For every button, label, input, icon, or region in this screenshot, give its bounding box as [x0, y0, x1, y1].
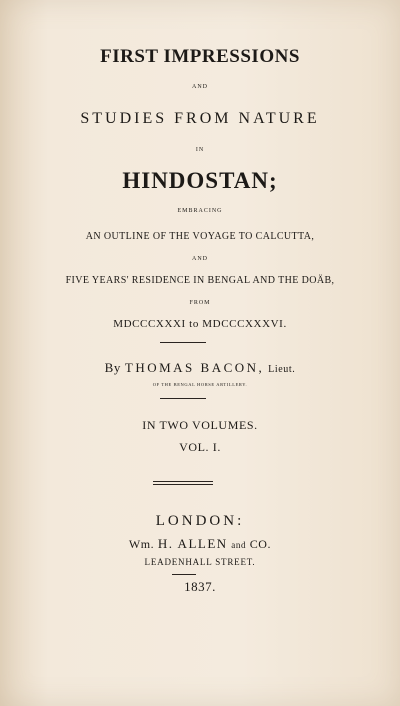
- publisher-and: and: [231, 540, 247, 550]
- conjunction-and: AND: [192, 84, 208, 90]
- title-line-studies: STUDIES FROM NATURE: [80, 110, 320, 127]
- publisher-co: CO.: [249, 537, 272, 551]
- from-label: FROM: [189, 300, 211, 306]
- short-rule: [172, 574, 196, 575]
- imprint-street: LEADENHALL STREET.: [144, 557, 256, 567]
- publisher-wm: Wm.: [128, 537, 155, 551]
- author-regiment: OF THE BENGAL HORSE ARTILLERY.: [152, 382, 248, 387]
- publisher-name: H. ALLEN: [157, 536, 228, 551]
- embracing-label: EMBRACING: [177, 208, 223, 214]
- title-line-first-impressions: FIRST IMPRESSIONS: [100, 46, 300, 67]
- conjunction-and-2: AND: [192, 256, 208, 262]
- imprint-city: LONDON:: [155, 513, 245, 529]
- divider-rule-2: [160, 398, 206, 399]
- imprint-publisher: [0, 536, 400, 552]
- volume-number: VOL. I.: [179, 440, 221, 454]
- date-range: MDCCCXXXI to MDCCCXXXVI.: [113, 318, 287, 330]
- title-line-hindostan: HINDOSTAN;: [122, 168, 278, 193]
- preposition-in: IN: [195, 147, 205, 153]
- author-by: By: [104, 360, 122, 375]
- author-line: [0, 360, 400, 376]
- author-rank: Lieut.: [268, 364, 296, 375]
- author-name: THOMAS BACON,: [124, 360, 265, 375]
- subtitle-voyage: AN OUTLINE OF THE VOYAGE TO CALCUTTA,: [85, 231, 315, 242]
- volumes-note: IN TWO VOLUMES.: [142, 418, 258, 432]
- subtitle-residence: FIVE YEARS' RESIDENCE IN BENGAL AND THE DOÄB,: [65, 275, 335, 286]
- imprint-year: 1837.: [184, 579, 216, 594]
- double-rule-divider: [153, 481, 213, 485]
- divider-rule: [160, 342, 206, 343]
